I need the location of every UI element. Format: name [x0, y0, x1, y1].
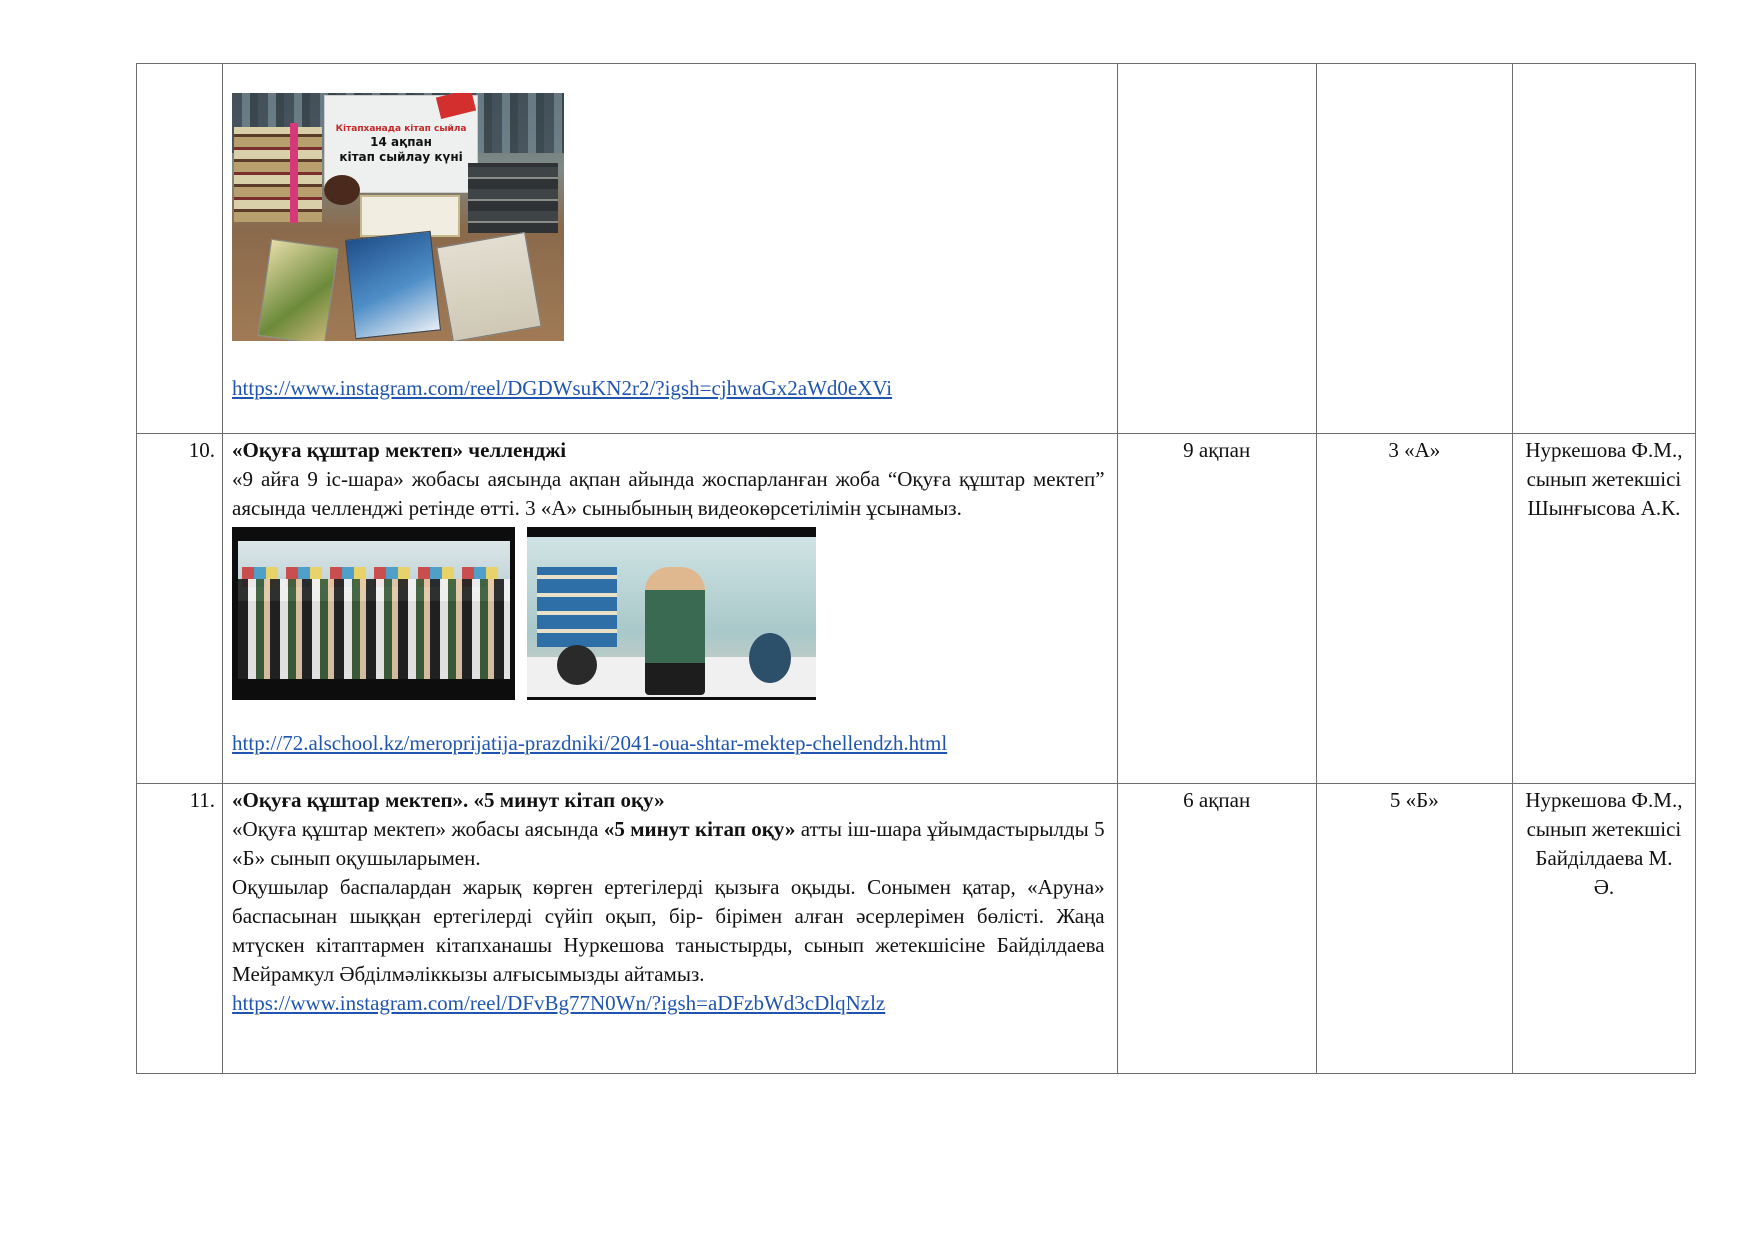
responsible-line: Ә. [1593, 875, 1615, 899]
events-table [136, 63, 1696, 1074]
instagram-link[interactable]: https://www.instagram.com/reel/DFvBg77N0Wn/?igsh=aDFzbWd3cDlqNzlz [232, 991, 886, 1015]
event-class: 3 «А» [1316, 434, 1512, 784]
class-cell [1316, 64, 1512, 434]
responsible-line: Нуркешова Ф.М., [1525, 438, 1683, 462]
row-number: 11. [137, 784, 223, 1074]
responsible-cell [1512, 434, 1695, 784]
row-number: 10. [137, 434, 223, 784]
class-photo [232, 527, 515, 700]
description-cell [223, 64, 1118, 434]
responsible-line: Байділдаева М. [1535, 846, 1673, 870]
responsible-line: сынып жетекшісі [1526, 467, 1682, 491]
instagram-link[interactable]: https://www.instagram.com/reel/DGDWsuKN2r2/?igsh=cjhwaGx2aWd0eXVi [232, 376, 893, 400]
event-text: «Оқуға құштар мектеп» жобасы аясында «5 минут кітап оқу» атты іш-шара ұйымдастырылды 5 «Б» сынып оқушыларымен. [232, 817, 1105, 870]
responsible-line: Шынғысова А.К. [1527, 496, 1681, 520]
description-cell [223, 434, 1118, 784]
event-date: 6 ақпан [1117, 784, 1316, 1074]
event-title: «Оқуға құштар мектеп». «5 минут кітап оқу» [232, 788, 665, 812]
table-row [137, 434, 1696, 784]
responsible-line: сынып жетекшісі [1526, 817, 1682, 841]
number-cell [137, 64, 223, 434]
book-day-photo [232, 93, 564, 341]
event-text: «9 айға 9 іс-шара» жобасы аясында ақпан айында жоспарланған жоба “Оқуға құштар мектеп” аясында челленджі ретінде өтті. 3 «А» сыныбының видеокөрсетілімін ұсынамыз. [232, 467, 1105, 520]
responsible-line: Нуркешова Ф.М., [1525, 788, 1683, 812]
table-row [137, 784, 1696, 1074]
responsible-cell [1512, 784, 1695, 1074]
responsible-cell [1512, 64, 1695, 434]
event-date: 9 ақпан [1117, 434, 1316, 784]
teacher-photo [527, 527, 816, 700]
table-row [137, 64, 1696, 434]
description-cell [223, 784, 1118, 1074]
event-text: Оқушылар баспалардан жарық көрген ертегілерді қызыға оқыды. Сонымен қатар, «Аруна» баспасынан шыққан ертегілерді сүйіп оқып, бір- бірімен алған әсерлерімен бөлісті. Жаңа мтүскен кітаптармен кітапханашы Нуркешова таныстырды, сынып жетекшісіне Байділдаева Мейрамкул Әбділмәліккызы алғысымызды айтамыз. [232, 875, 1105, 986]
event-title: «Оқуға құштар мектеп» челленджі [232, 438, 567, 462]
date-cell [1117, 64, 1316, 434]
school-site-link[interactable]: http://72.alschool.kz/meroprijatija-prazdniki/2041-oua-shtar-mektep-chellendzh.html [232, 731, 948, 755]
photo-row [232, 527, 1105, 700]
event-class: 5 «Б» [1316, 784, 1512, 1074]
poster: Кітапханада кітап сыйла 14 ақпан кітап сыйлау күні [324, 95, 478, 193]
